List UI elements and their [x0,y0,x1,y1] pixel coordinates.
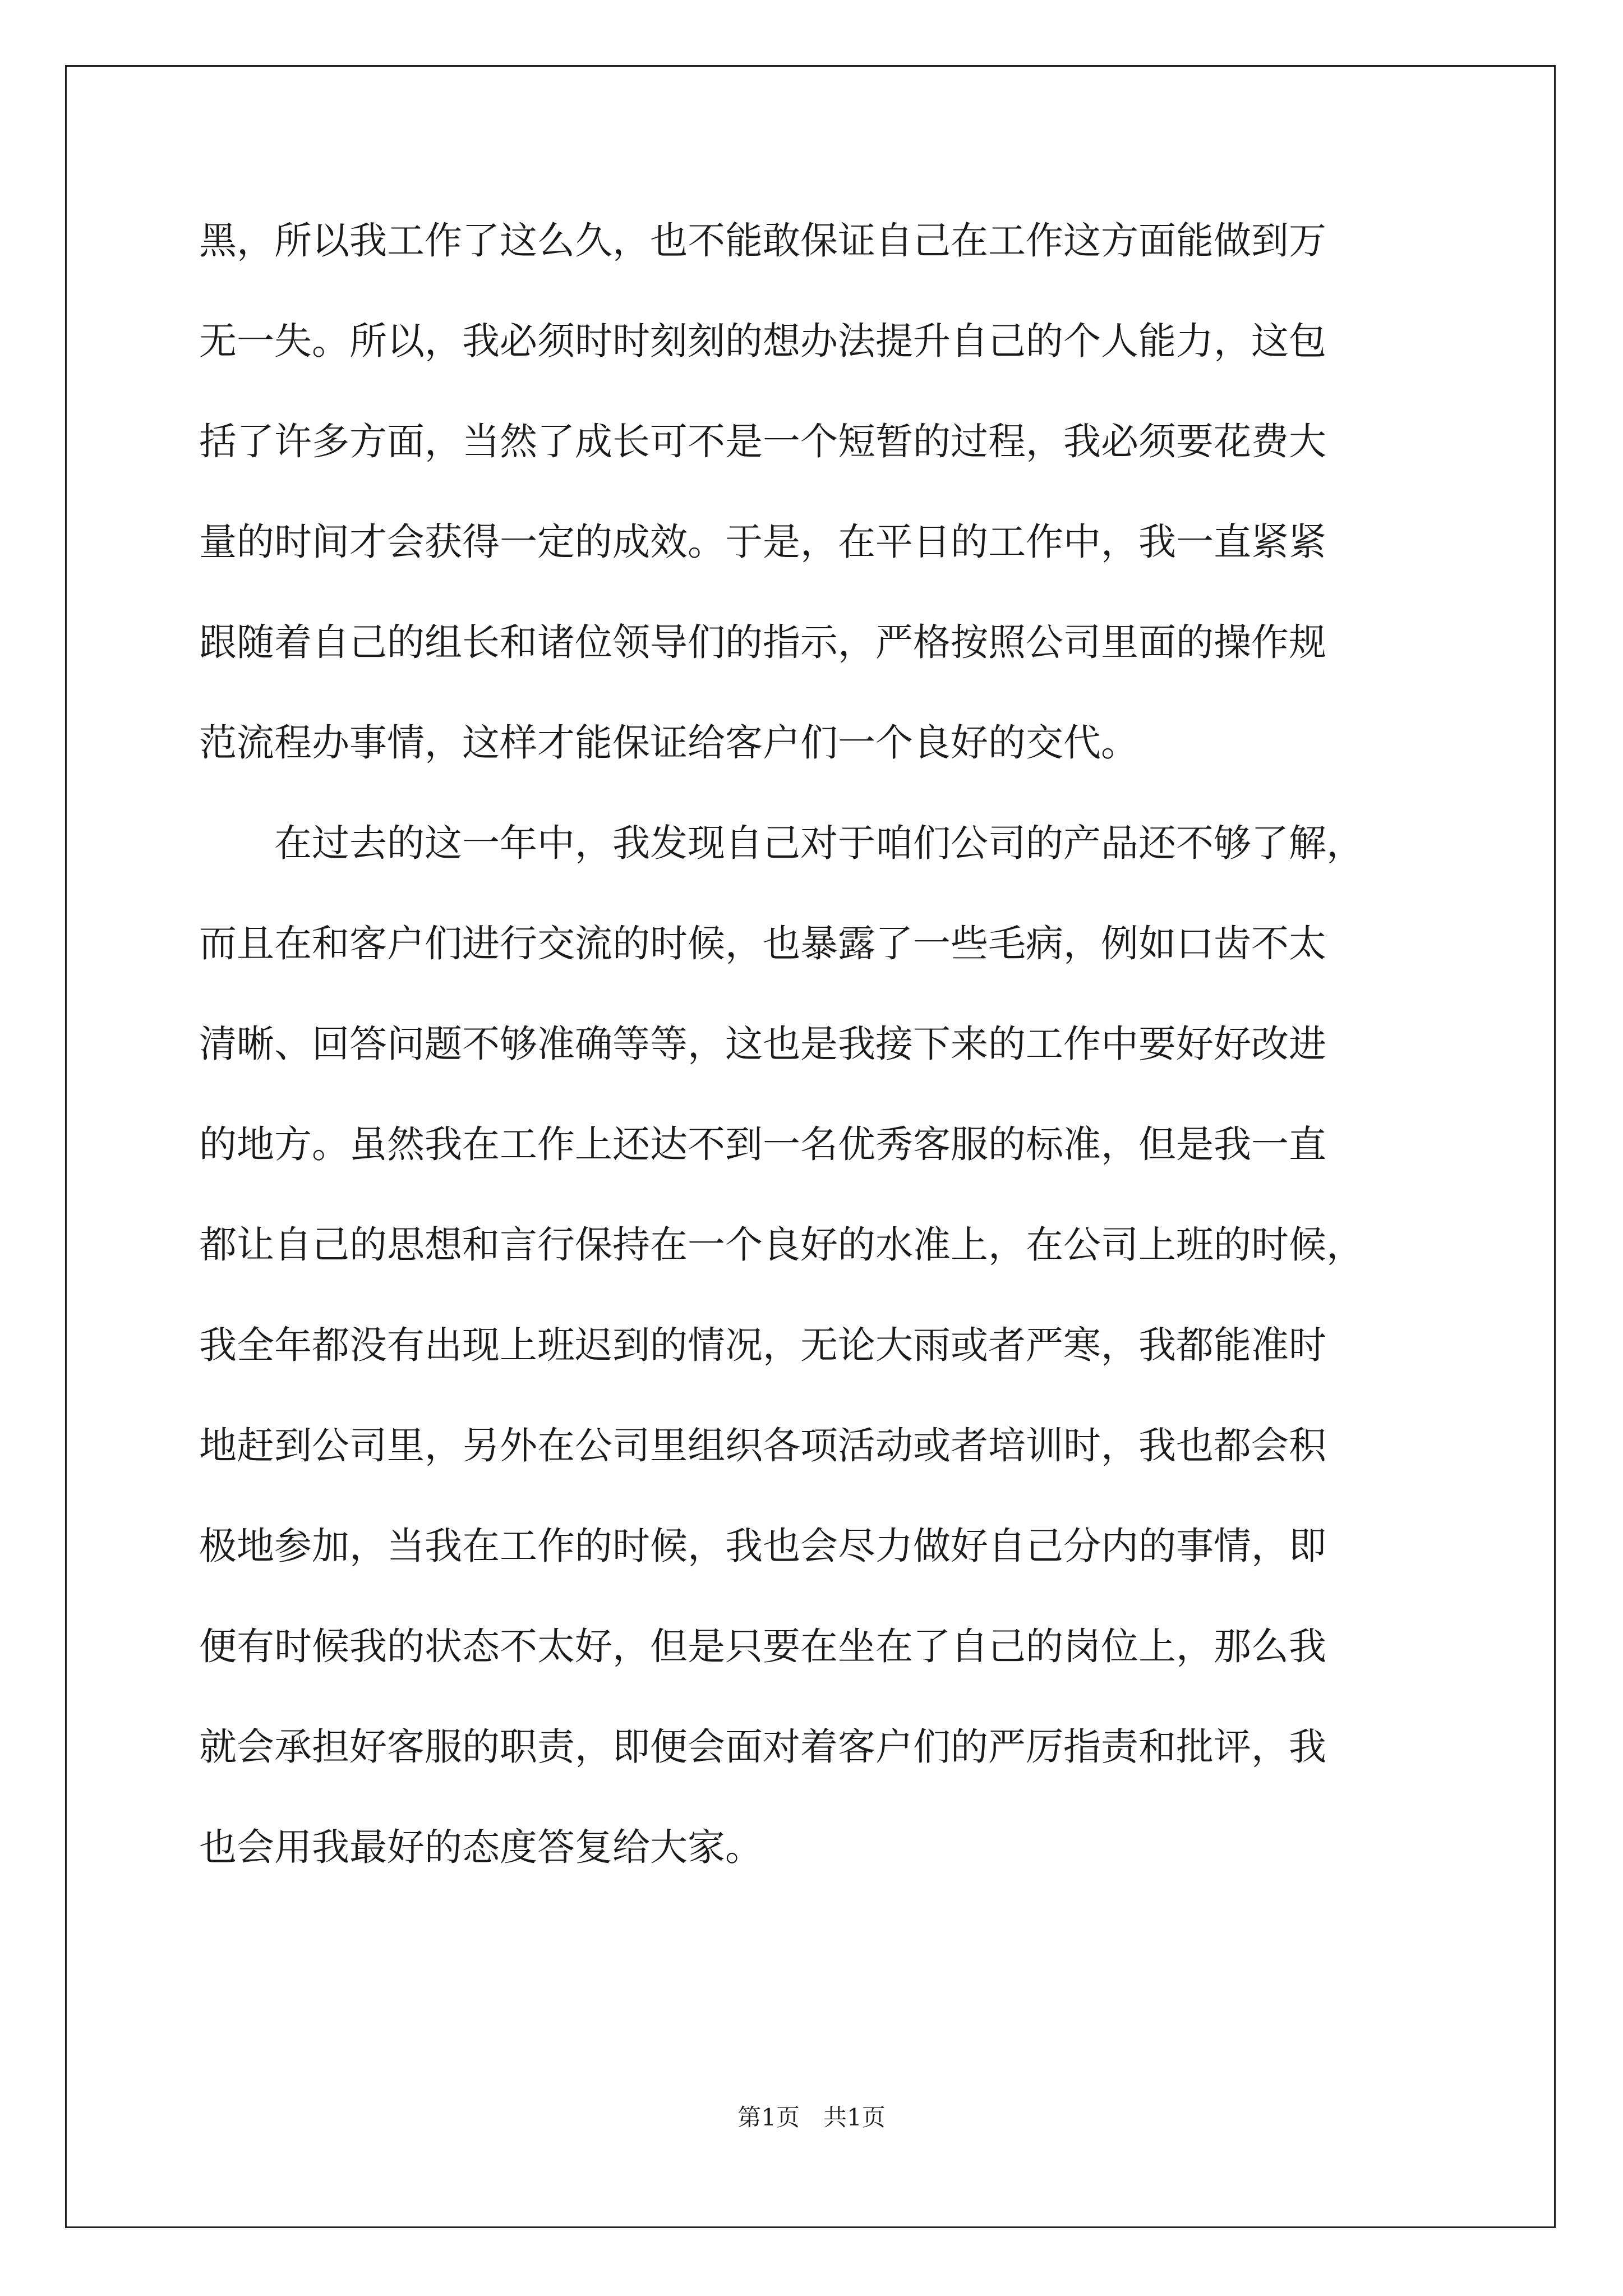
text-line: 我全年都没有出现上班迟到的情况，无论大雨或者严寒，我都能准时 [199,1323,1326,1367]
text-line: 地赶到公司里，另外在公司里组织各项活动或者培训时，我也都会积 [199,1424,1326,1467]
text-line: 的地方。虽然我在工作上还达不到一名优秀客服的标准，但是我一直 [199,1122,1326,1166]
text-line: 也会用我最好的态度答复给大家。 [199,1825,763,1869]
text-line: 在过去的这一年中，我发现自己对于咱们公司的产品还不够了解， [274,821,1364,865]
text-line: 跟随着自己的组长和诸位领导们的指示，严格按照公司里面的操作规 [199,620,1326,664]
text-line: 无一失。所以，我必须时时刻刻的想办法提升自己的个人能力，这包 [199,319,1326,363]
text-line: 范流程办事情，这样才能保证给客户们一个良好的交代。 [199,721,1138,765]
text-line: 黑，所以我工作了这么久，也不能敢保证自己在工作这方面能做到万 [199,219,1326,263]
text-line: 便有时候我的状态不太好，但是只要在坐在了自己的岗位上，那么我 [199,1625,1326,1668]
text-line: 极地参加，当我在工作的时候，我也会尽力做好自己分内的事情，即 [199,1524,1326,1568]
text-line: 都让自己的思想和言行保持在一个良好的水准上，在公司上班的时候， [199,1223,1364,1267]
text-line: 而且在和客户们进行交流的时候，也暴露了一些毛病，例如口齿不太 [199,922,1326,965]
document-body [199,191,1433,1898]
text-line: 就会承担好客服的职责，即便会面对着客户们的严厉指责和批评，我 [199,1725,1326,1769]
text-line: 清晰、回答问题不够准确等等，这也是我接下来的工作中要好好改进 [199,1022,1326,1066]
text-line: 括了许多方面，当然了成长可不是一个短暂的过程，我必须要花费大 [199,420,1326,463]
text-line: 量的时间才会获得一定的成效。于是，在平日的工作中，我一直紧紧 [199,520,1326,564]
paragraph-1 [199,191,1433,793]
page-number-footer: 第1页 共1页 [737,2104,886,2131]
paragraph-2 [199,793,1433,1898]
